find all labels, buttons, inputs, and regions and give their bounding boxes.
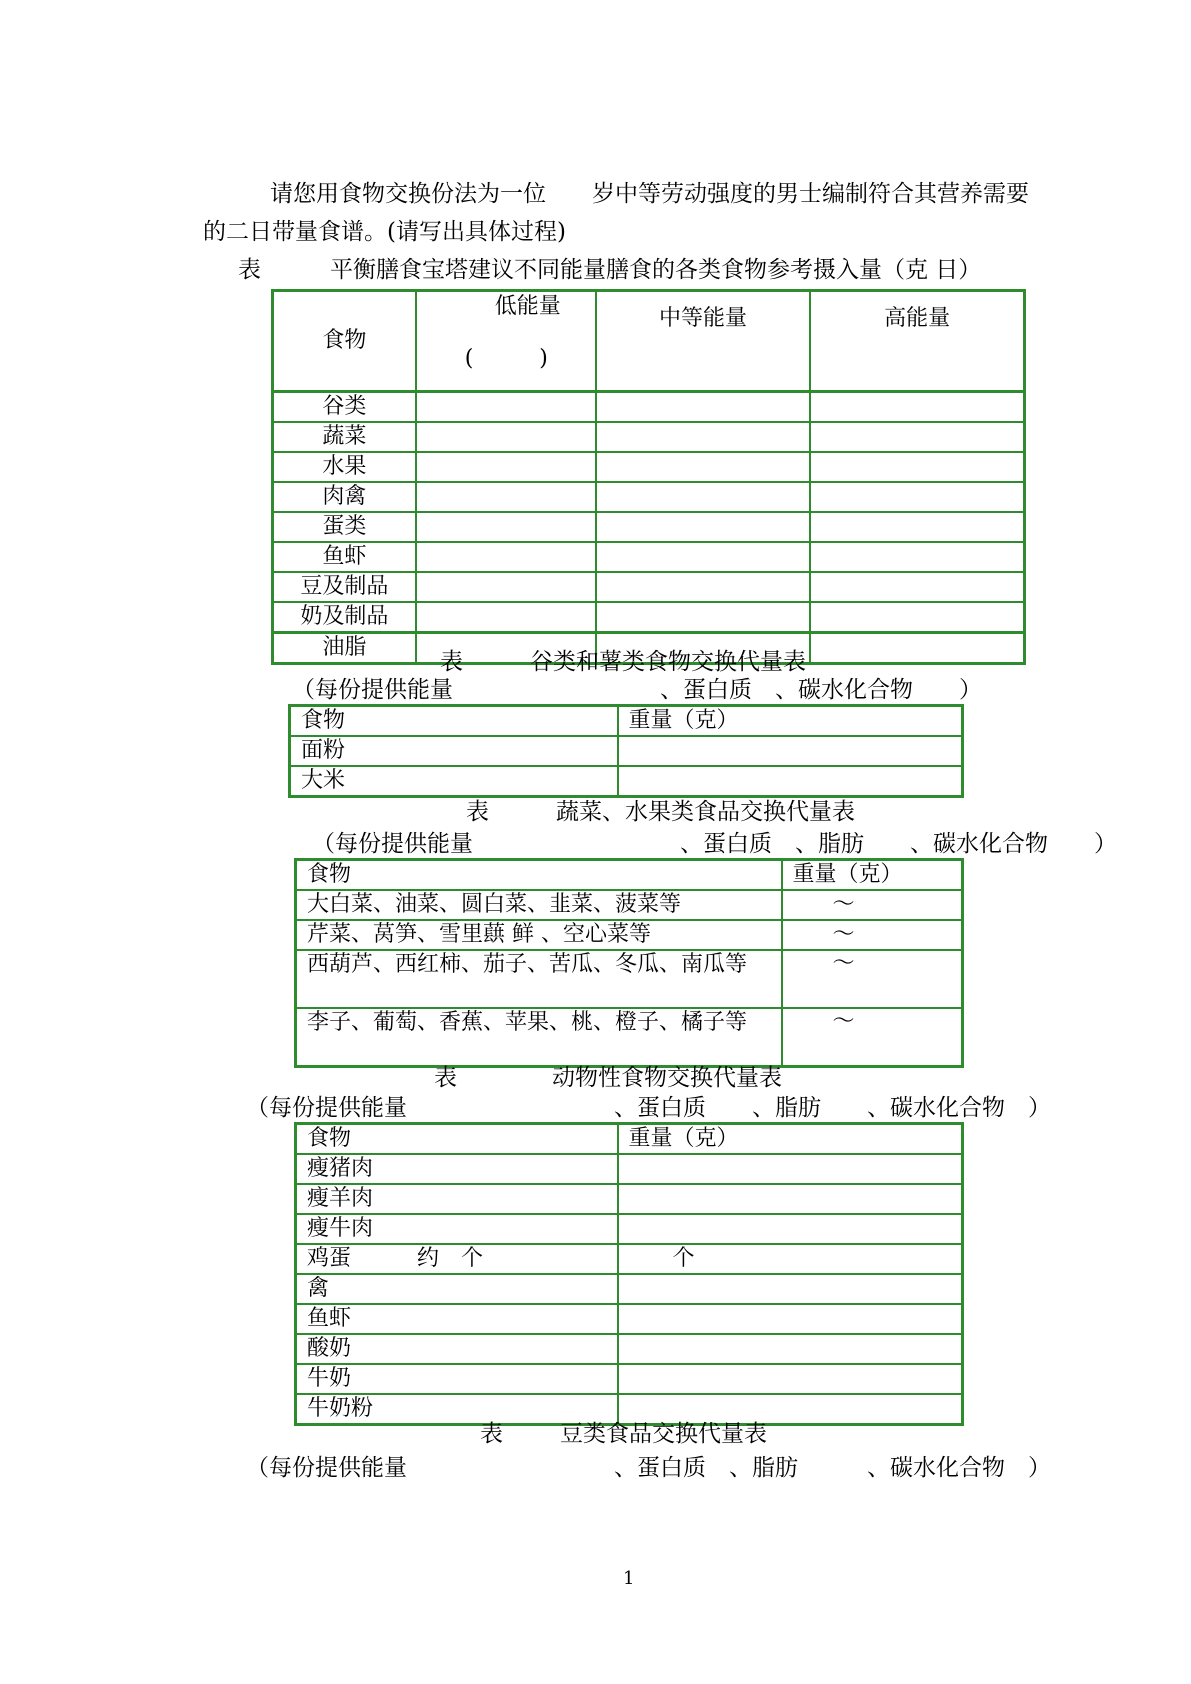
table1-caption-prefix: 表 [238,257,261,283]
header-food: 食物 [296,860,782,891]
table-row [290,736,963,766]
intro-line-2: 的二日带量食谱。(请写出具体过程) [203,219,566,245]
table-row [296,890,963,920]
header-low-sub: ( ) [464,346,548,371]
header-food: 食物 [273,291,416,392]
table-row [273,512,1025,542]
table-row [296,1008,963,1067]
row-weight [618,1304,963,1334]
row-weight: ～ [782,1008,963,1067]
row-food: 牛奶粉 [296,1394,618,1425]
table-row [296,1214,963,1244]
row-weight: 个 [618,1244,963,1274]
row-label: 水果 [273,452,416,482]
table-row [273,452,1025,482]
row-label: 谷类 [273,392,416,423]
table-row [273,392,1025,423]
header-high-energy: 高能量 [810,291,1024,392]
row-weight [618,1154,963,1184]
table-row [296,1274,963,1304]
table-row [273,422,1025,452]
grain-exchange-table [288,704,964,798]
row-weight: ～ [782,950,963,1008]
row-food: 瘦羊肉 [296,1184,618,1214]
header-food: 食物 [296,1124,618,1155]
table-row [296,1364,963,1394]
row-label: 面粉 [290,736,618,766]
header-low-energy [416,291,596,392]
row-food: 西葫芦、西红柿、茄子、苦瓜、冬瓜、南瓜等 [296,950,782,1008]
row-label: 豆及制品 [273,572,416,602]
intro-line-1: 请您用食物交换份法为一位 岁中等劳动强度的男士编制符合其营养需要 [270,181,1029,207]
row-label: 肉禽 [273,482,416,512]
header-weight: 重量（克） [618,1124,963,1155]
row-weight [618,1214,963,1244]
row-food: 鱼虾 [296,1304,618,1334]
table3-note: （每份提供能量 、蛋白质 、脂肪 、碳水化合物 ） [312,831,1117,857]
table-row [273,572,1025,602]
row-food: 大白菜、油菜、圆白菜、韭菜、菠菜等 [296,890,782,920]
row-weight: ～ [782,890,963,920]
table1-caption: 平衡膳食宝塔建议不同能量膳食的各类食物参考摄入量（克 日） [330,257,982,283]
row-food: 牛奶 [296,1364,618,1394]
table4-caption: 动物性食物交换代量表 [552,1065,782,1091]
vegetable-fruit-exchange-table [294,858,964,1068]
table-row [296,1304,963,1334]
table-row [296,1184,963,1214]
header-low-label: 低能量 [494,294,561,319]
table5-note: （每份提供能量 、蛋白质 、脂肪 、碳水化合物 ） [246,1455,1051,1481]
table-row [290,766,963,797]
row-food: 瘦猪肉 [296,1154,618,1184]
table-row [296,1334,963,1364]
row-food: 瘦牛肉 [296,1214,618,1244]
row-food: 酸奶 [296,1334,618,1364]
table5-caption: 豆类食品交换代量表 [560,1421,767,1447]
row-weight [618,1274,963,1304]
row-food: 鸡蛋 约 个 [296,1244,618,1274]
header-mid-energy: 中等能量 [596,291,810,392]
row-food: 禽 [296,1274,618,1304]
row-weight [618,1334,963,1364]
animal-food-exchange-table [294,1122,964,1426]
intake-table [271,289,1026,665]
table4-caption-prefix: 表 [434,1065,457,1091]
table5-caption-prefix: 表 [480,1421,503,1447]
table-row [296,950,963,1008]
page-number: 1 [623,1568,635,1589]
table3-caption: 蔬菜、水果类食品交换代量表 [556,799,855,825]
row-weight: ～ [782,920,963,950]
header-weight: 重量（克） [782,860,963,891]
table-row [273,482,1025,512]
table4-note: （每份提供能量 、蛋白质 、脂肪 、碳水化合物 ） [246,1095,1051,1121]
table-header-row [296,1124,963,1155]
table3-caption-prefix: 表 [466,799,489,825]
table-row [273,542,1025,572]
table-row [296,920,963,950]
header-weight: 重量（克） [618,706,963,737]
row-label: 鱼虾 [273,542,416,572]
table-row [296,1154,963,1184]
table2-caption-prefix: 表 [440,649,463,675]
row-label: 奶及制品 [273,602,416,633]
row-label: 油脂 [273,633,416,664]
table-header-row [296,860,963,891]
table-header-row [273,291,1025,392]
row-label: 蛋类 [273,512,416,542]
table-row [273,602,1025,633]
table2-caption: 谷类和薯类食物交换代量表 [530,649,806,675]
table2-note: （每份提供能量 、蛋白质 、碳水化合物 ） [292,677,982,703]
header-food: 食物 [290,706,618,737]
row-weight [618,1184,963,1214]
row-weight [618,1364,963,1394]
row-label: 蔬菜 [273,422,416,452]
table-row [296,1244,963,1274]
table-header-row [290,706,963,737]
row-food: 芹菜、莴笋、雪里蕻 鲜 、空心菜等 [296,920,782,950]
row-label: 大米 [290,766,618,797]
row-food: 李子、葡萄、香蕉、苹果、桃、橙子、橘子等 [296,1008,782,1067]
